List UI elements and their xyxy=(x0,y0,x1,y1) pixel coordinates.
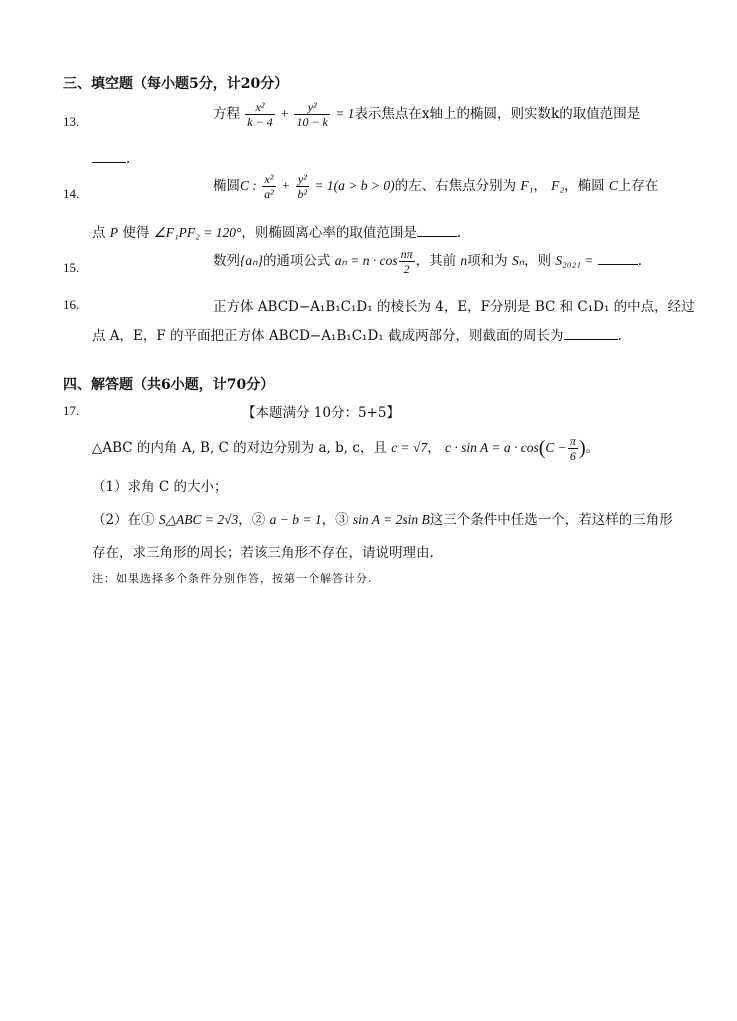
q13-text: 表示焦点在x轴上的椭圆，则实数k的取值范围是 xyxy=(354,106,641,122)
question-16-number: 16. xyxy=(63,297,80,312)
q14-answer-blank[interactable] xyxy=(417,224,457,237)
q14-fraction-2 xyxy=(296,172,310,201)
q14-f2: F₂ xyxy=(551,178,565,193)
q16-line2a: 点 A，E，F 的平面把正方体 ABCD−A₁B₁C₁D₁ 截成两部分，则截面的周长为 xyxy=(92,328,564,344)
question-16-line1: 正方体 ABCD−A₁B₁C₁D₁ 的棱长为 4，E，F分别是 BC 和 C₁D₁ 的中点，经过 xyxy=(213,299,695,315)
q14-f1: F₁ xyxy=(520,178,534,193)
q17-sep: ， xyxy=(427,440,441,456)
q13-frac1-numerator: x² xyxy=(245,100,274,115)
q14-frac1-numerator: x² xyxy=(262,172,276,187)
question-14-line2 xyxy=(92,221,461,241)
q14-text3: 上存在 xyxy=(617,178,659,194)
q14-point-p: P xyxy=(109,225,119,240)
q16-end: . xyxy=(617,328,622,344)
q17-c-value: c = √7 xyxy=(391,440,428,455)
question-14-line1 xyxy=(213,172,658,201)
q15-s2021: S₂₀₂₁ = xyxy=(555,253,594,268)
question-13-number: 13. xyxy=(63,114,80,129)
q14-lead: 椭圆 xyxy=(213,178,240,194)
q15-end: . xyxy=(637,253,642,269)
q14-line2b: 使得 xyxy=(122,225,150,241)
q14-line2a: 点 xyxy=(92,225,106,241)
q17-relation-b: C − xyxy=(545,440,567,455)
q14-frac1-denominator: a² xyxy=(264,187,274,201)
q15-frac-numerator: nπ xyxy=(400,247,413,261)
q17-condition-sine: sin A = 2sin B xyxy=(352,512,430,527)
q14-angle: ∠F₁PF₂ = 120° xyxy=(153,225,242,240)
q17-fraction xyxy=(568,434,578,463)
q15-lead: 数列 xyxy=(213,253,240,269)
q13-frac2-numerator: y² xyxy=(294,100,329,115)
q14-plus: + xyxy=(281,178,291,193)
q17-part1: （1）求角 C 的大小； xyxy=(92,479,228,495)
q14-line2c: ，则椭圆离心率的取值范围是 xyxy=(241,225,417,241)
question-13-line2 xyxy=(92,150,130,167)
q17-part2-f: 这三个条件中任选一个，若这样的三角形 xyxy=(429,512,673,528)
q17-frac-denominator: 6 xyxy=(569,449,576,463)
question-17-stem xyxy=(92,434,599,463)
q15-fraction xyxy=(399,247,415,276)
q17-part2-line1 xyxy=(92,508,673,528)
q14-text2: ，椭圆 xyxy=(564,178,605,194)
q15-sn: Sₙ xyxy=(511,253,525,268)
q14-c2: C xyxy=(608,178,618,193)
q17-part2-line2: 存在，求三角形的周长；若该三角形不存在，请说明理由. xyxy=(92,545,434,561)
q17-note: 注：如果选择多个条件分别作答，按第一个解答计分. xyxy=(92,572,373,585)
q17-condition-difference: a − b = 1 xyxy=(269,512,322,527)
q13-equals: = 1 xyxy=(335,106,355,121)
question-17-number: 17. xyxy=(63,403,80,418)
q15-n: n xyxy=(460,253,468,268)
q17-left-paren: ( xyxy=(538,437,546,459)
q14-condition: = 1(a > b > 0) xyxy=(314,178,395,193)
q15-frac-denominator: 2 xyxy=(403,262,410,276)
q17-relation-a: c · sin A = a · cos xyxy=(445,440,539,455)
q17-part2-d: ，③ xyxy=(321,512,349,528)
q13-frac1-denominator: k − 4 xyxy=(247,115,273,129)
question-15-line xyxy=(213,247,642,276)
q13-end: . xyxy=(126,151,131,167)
q13-answer-blank[interactable] xyxy=(92,150,126,163)
q15-text1: 的通项公式 xyxy=(262,253,331,269)
question-13-line1 xyxy=(213,100,640,129)
q17-stem-end: 。 xyxy=(585,440,600,456)
q17-part2-a: （2）在① xyxy=(92,512,155,528)
q15-text4: ，则 xyxy=(524,253,552,269)
q13-plus: + xyxy=(280,106,290,121)
q17-frac-numerator: π xyxy=(569,434,576,448)
section-three-heading: 三、填空题（每小题5分，计20分） xyxy=(63,76,289,92)
q15-answer-blank[interactable] xyxy=(598,252,638,265)
q14-sep: ， xyxy=(533,178,547,194)
q15-text3: 项和为 xyxy=(467,253,508,269)
q13-fraction-2 xyxy=(294,100,329,129)
q14-frac2-denominator: b² xyxy=(297,187,308,201)
question-14-number: 14. xyxy=(63,186,80,201)
section-four-heading: 四、解答题（共6小题，计70分） xyxy=(63,377,275,393)
q15-text2: ，其前 xyxy=(415,253,457,269)
q14-c-label: C : xyxy=(240,178,257,193)
q13-lead: 方程 xyxy=(213,106,240,122)
q13-frac2-denominator: 10 − k xyxy=(296,115,328,129)
q14-text1: 的左、右焦点分别为 xyxy=(394,178,517,194)
q15-general-term: aₙ = n · cos xyxy=(334,253,398,268)
q14-end: . xyxy=(456,225,462,241)
q17-condition-area: S△ABC = 2√3 xyxy=(158,512,239,527)
q14-fraction-1 xyxy=(262,172,276,201)
q15-sequence: {aₙ} xyxy=(240,253,263,268)
q14-frac2-numerator: y² xyxy=(296,172,310,187)
q16-answer-blank[interactable] xyxy=(564,327,618,340)
q17-stem-a: △ABC 的内角 A, B, C 的对边分别为 a, b, c，且 xyxy=(92,440,387,456)
q17-part2-b: ，② xyxy=(238,512,266,528)
q17-right-paren: ) xyxy=(578,437,586,459)
question-15-number: 15. xyxy=(63,260,80,275)
q13-fraction-1 xyxy=(245,100,274,129)
question-16-line2 xyxy=(92,324,622,344)
q17-score: 【本题满分 10分：5+5】 xyxy=(242,405,400,421)
